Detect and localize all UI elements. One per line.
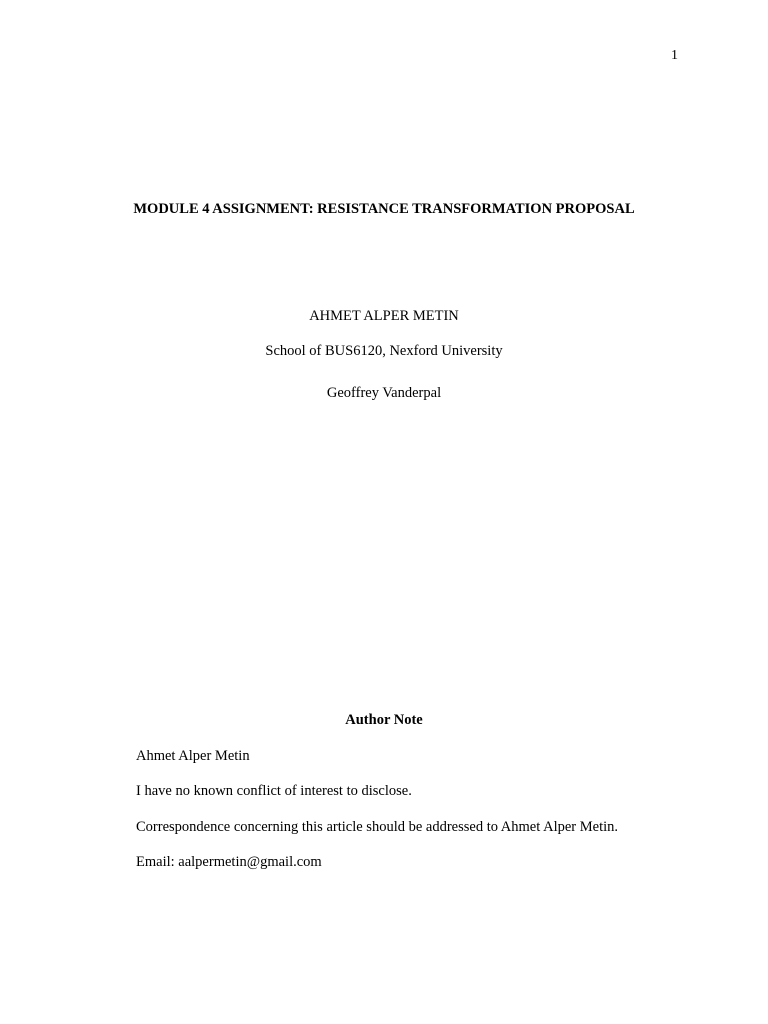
- document-title: MODULE 4 ASSIGNMENT: RESISTANCE TRANSFORMATION PROPOSAL: [133, 201, 635, 217]
- conflict-of-interest-statement: I have no known conflict of interest to disclose.: [136, 783, 412, 799]
- author-name: AHMET ALPER METIN: [309, 308, 459, 324]
- author-note-name: Ahmet Alper Metin: [136, 748, 250, 764]
- correspondence-statement: Correspondence concerning this article should be addressed to Ahmet Alper Metin.: [136, 819, 618, 835]
- email-line: Email: aalpermetin@gmail.com: [136, 854, 322, 870]
- author-affiliation: School of BUS6120, Nexford University: [265, 343, 503, 359]
- author-note-heading: Author Note: [345, 712, 423, 728]
- page-number: 1: [671, 48, 678, 63]
- instructor-name: Geoffrey Vanderpal: [326, 385, 442, 401]
